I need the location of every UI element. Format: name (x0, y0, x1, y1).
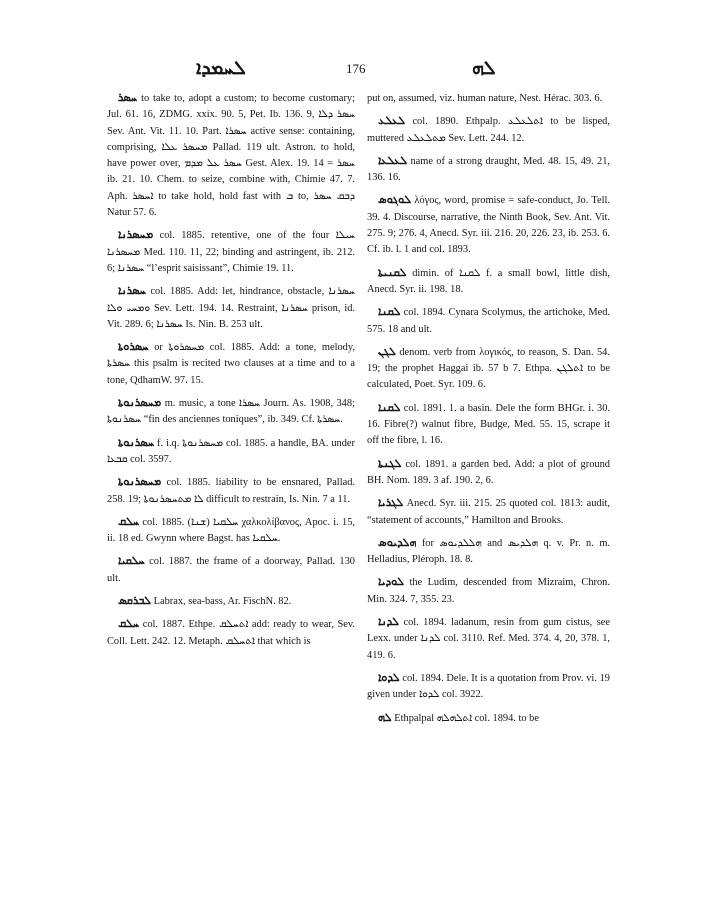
entry-text: col. 1890. Ethpalp. ܐܬܠܥܠܥ to be lisped, muttered ܡܬܠܥܠܥ Sev. Lett. 244. 12. (367, 116, 610, 144)
headword: ܠܓܪܝܐ (378, 496, 404, 510)
entry-text: col. 1894. Cynara Scolymus, the artichoke, Med. 575. 18 and ult. (367, 307, 610, 335)
dictionary-entry (107, 514, 355, 548)
entry-text: col. 1891. a garden bed. Add: a plot of ground BH. Nom. 189. 3 af. 190. 2, 6. (367, 458, 610, 486)
dictionary-entry (107, 553, 355, 587)
dictionary-entry (107, 395, 355, 429)
entry-text: Anecd. Syr. iii. 215. 25 quoted col. 1813: audit, “statement of accounts,” Hamilton and Brooks. (367, 498, 610, 526)
headword: ܚܣܪܘܬܐ (118, 340, 149, 354)
dictionary-entry (107, 339, 355, 389)
left-column (107, 90, 355, 656)
headword: ܠܗ (378, 710, 392, 724)
entry-text: col. 1885. ܚܠܩܝܐ (ܫܢܐ) χαλκολίβανος, Apoc. i. 15, ii. 18 ed. Gwynn where Bagst. has ܚܠܩܝܐ. (107, 516, 355, 545)
headword: ܡܚܣܪܢܘܬܐ (118, 396, 162, 410)
entry-text: to take to, adopt a custom; to become customary; Jul. 61. 16, ZDMG. xxix. 90. 5, Pet. Ib. 136. 9, ܚܣܪ ܕܠܐ Sev. Ant. Vit. 11. 10. Part. ܚܣܪܐ active sense: containing, comprising, ܡܚܣܪ ܥܠܐ Pallad. 119 ult. Astron. to hold, have power over, ܚܣܪ ܥܠ ܡܕܡ Gest. Alex. 19. 14 = ܚܣܪ ib. 21. 10. Chem. to seize, combine with, Chimie 47. 7. Aph. ܐܚܣܪ to take hold, hold fast with ܒ to, ܕܒܩ ܚܣܪ Natur 57. 6. (107, 93, 355, 219)
headword: ܠܘܓܘܣ (378, 193, 412, 207)
entry-text: col. 1891. 1. a basin. Dele the form BHGr. i. 30. 16. Fibre(?) walnut fibre, Budge, Med. 55. 15, scrape it off the fibre, l. 16. (367, 402, 611, 447)
headword: ܠܓܢ (378, 344, 396, 358)
headword: ܚܣܪ (118, 91, 138, 104)
headword: ܚܠܩ (118, 514, 140, 528)
entry-text: put on, assumed, viz. human nature, Nest. Hérac. 303. 6. (367, 93, 603, 104)
headword: ܡܚܣܪܢܐ (118, 228, 154, 242)
entry-text: denom. verb from λογικός, to reason, S. Dan. 54. 19; the prophet Haggai ib. 57 b 7. Ethpa. ܐܬܠܓܢ to be calculated, Poet. Syr. 109. 6. (367, 346, 610, 391)
headword: ܠܕܘܐ (378, 670, 400, 684)
headword: ܚܠܩ (118, 617, 140, 631)
entry-text: dimin. of ܠܩܢܐ f. a small bowl, little dish, Anecd. Syr. ii. 198. 18. (367, 267, 610, 295)
entry-text: or ܡܚܣܪܘܬܐ col. 1885. Add: a tone, melody, ܚܣܪܬܐ this psalm is recited two clauses at a time and to a tone, QdhamW. 97. 15. (107, 342, 355, 386)
entry-text: col. 1894. ladanum, resin from gum cistus, see Lexx. under ܠܕܢܐ col. 3110. Ref. Med. 374. 4, 20, 378. 1, 419. 6. (367, 617, 610, 661)
dictionary-entry (367, 400, 610, 450)
dictionary-entry (367, 670, 610, 704)
headword: ܡܚܣܪܢܘܬܐ (118, 475, 162, 489)
headword: ܚܠܩܝܐ (118, 554, 145, 568)
dictionary-entry (367, 535, 610, 569)
dictionary-entry (107, 593, 355, 610)
headword: ܠܓܢܬܐ (378, 456, 402, 470)
headword: ܠܘܕܝܐ (378, 575, 405, 589)
headword: ܚܣܪܢܘܬܐ (118, 435, 155, 449)
page-number: 176 (346, 61, 366, 76)
headword: ܗܠܕܝܘܣ (378, 535, 417, 549)
headword: ܠܥܠܥ (378, 114, 406, 128)
entry-text: col. 1885. retentive, one of the four ܚܝܠܐ ܡܚܣܪܢܐ Med. 110. 11, 22; binding and astringent, ib. 212. 6; ܚܣܪܢܐ “l’esprit saisissant”, Chimie 19. 11. (107, 230, 355, 274)
dictionary-entry (107, 90, 355, 221)
headword: ܠܥܠܥܐ (378, 153, 408, 167)
dictionary-entry (367, 304, 610, 338)
dictionary-entry-continuation (367, 90, 610, 107)
left-running-head: ܠܚܡܕܐ (196, 58, 246, 79)
entry-text: col. 1885. Add: let, hindrance, obstacle, ܚܣܪܢܐ ܘܡܚܝ ܘܠܐ Sev. Lett. 194. 14. Restraint, ܚܣܪܢܐ prison, id. Vit. 289. 6; ܚܣܪܢܐ Is. Nin. B. 253 ult. (107, 286, 355, 330)
entry-text: the Ludim, descended from Mizraim, Chron. Min. 324. 7, 355. 23. (367, 577, 610, 605)
entry-text: col. 1894. Dele. It is a quotation from Prov. vi. 19 given under ܠܕܘܐ col. 3922. (367, 672, 610, 701)
dictionary-entry (367, 344, 610, 394)
headword: ܚܣܪܢܐ (118, 284, 147, 298)
right-column (367, 90, 610, 733)
dictionary-entry (367, 265, 610, 299)
dictionary-entry (107, 474, 355, 508)
headword: ܠܩܢܝܬܐ (378, 265, 407, 279)
headword: ܠܒܪܩܣ (118, 594, 151, 608)
dictionary-entry (367, 710, 610, 727)
right-running-head: ܠܗ (472, 58, 496, 79)
headword: ܠܩܢܐ (378, 400, 401, 414)
entry-text: name of a strong draught, Med. 48. 15, 49. 21, 136. 16. (367, 155, 610, 184)
entry-text: col. 1887. the frame of a doorway, Pallad. 130 ult. (107, 556, 355, 584)
entry-text: f. i.q. ܡܚܣܪܢܘܬܐ col. 1885. a handle, BA. under ܩܒܥܐ col. 3597. (107, 437, 355, 465)
entry-text: col. 1887. Ethpe. ܐܬܚܠܩ add: ready to wear, Sev. Coll. Lett. 242. 12. Metaph. ܐܬܚܠܩ that which is (107, 619, 355, 647)
dictionary-entry (107, 435, 355, 469)
dictionary-entry (107, 227, 355, 277)
running-header (0, 56, 714, 84)
headword: ܠܕܢܐ (378, 615, 399, 629)
dictionary-entry (367, 614, 610, 664)
entry-text: Ethpalpal ܐܬܠܗܠܗ col. 1894. to be (394, 712, 539, 724)
entry-text: for ܗܠܠܕܝܘܣ and ܗܠܕܝܣ q. v. Pr. n. m. Helladius, Pléroph. 18. 8. (367, 537, 611, 566)
entry-text: m. music, a tone ܚܣܪܐ Journ. As. 1908, 348; ܚܣܪܢܘܬܐ “fin des anciennes toniques”, ib. 349. Cf. ܚܣܪܬܐ. (107, 398, 355, 426)
dictionary-entry (367, 113, 610, 147)
dictionary-entry (367, 456, 610, 490)
dictionary-entry (367, 495, 610, 529)
entry-text: Labrax, sea-bass, Ar. FischN. 82. (153, 596, 292, 608)
dictionary-entry (367, 574, 610, 608)
dictionary-entry (107, 616, 355, 650)
headword: ܠܩܢܐ (378, 305, 401, 319)
entry-text: col. 1885. liability to be ensnared, Pallad. 258. 19; ܠܐ ܡܬܚܣܪܢܘܬܐ difficult to restrain, Is. Nin. 7 a 11. (107, 477, 355, 505)
dictionary-entry (367, 192, 610, 258)
dictionary-entry (367, 153, 610, 187)
entry-text: λόγος, word, promise = safe-conduct, Jo. Tell. 39. 4. Discourse, narrative, the Ninth Book, Sev. Ant. Vit. 275. 9; 276. 4, Anecd. Syr. iii. 216. 20, 226. 23, ib. 253. 6. Cf. ib. l. 1 and col. 1893. (367, 195, 610, 256)
dictionary-entry (107, 283, 355, 333)
